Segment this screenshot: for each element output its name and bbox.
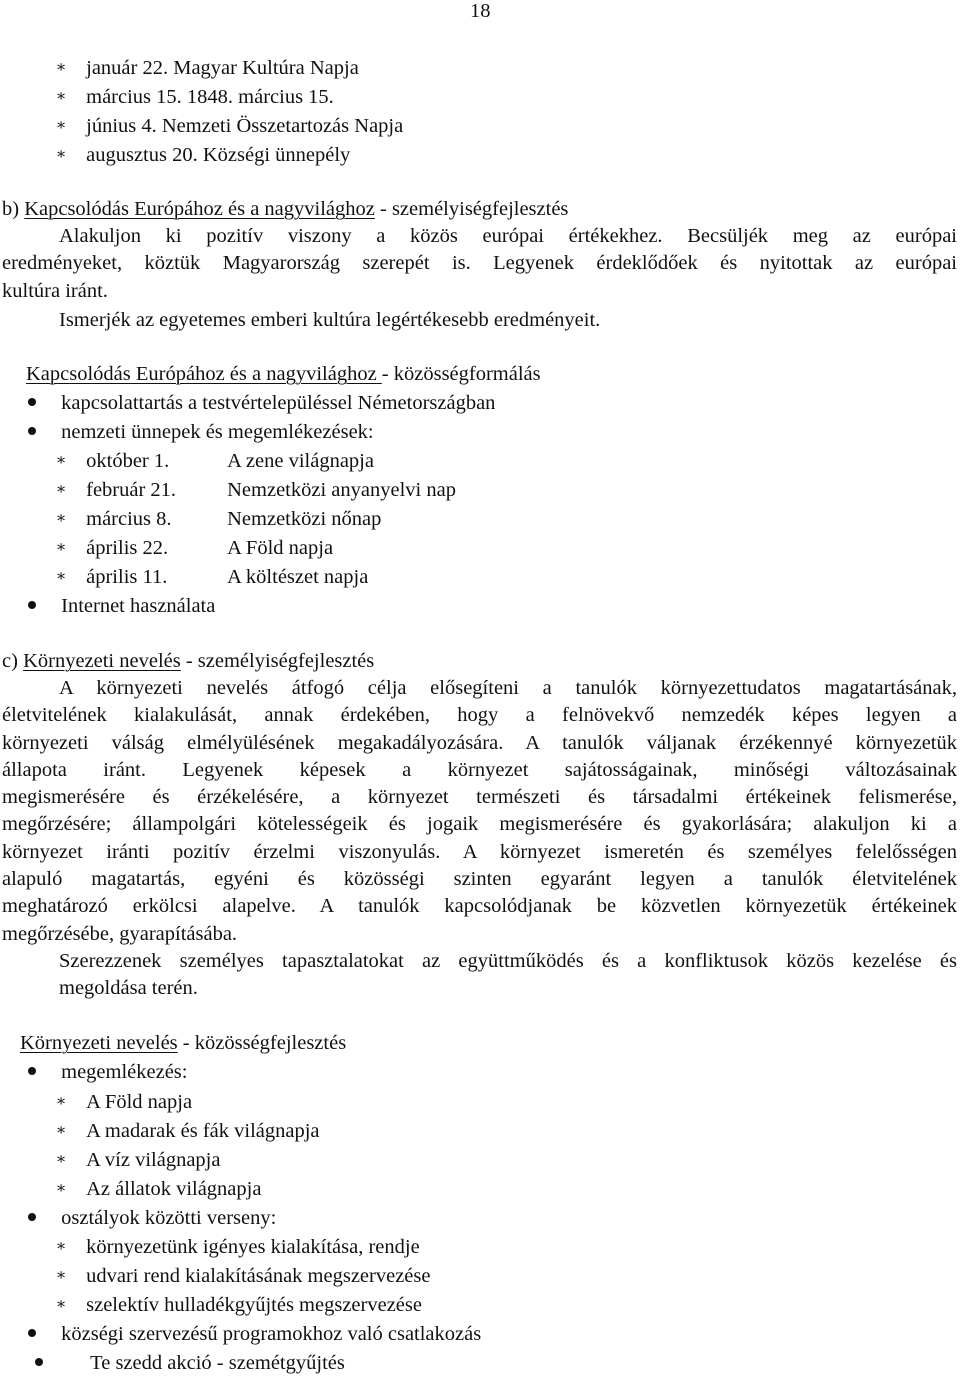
commemoration-item: ∗ A víz világnapja [55, 1149, 221, 1171]
asterisk-icon: ∗ [55, 510, 67, 527]
bullet-icon [28, 427, 36, 435]
page-number: 18 [470, 0, 491, 22]
asterisk-icon: ∗ [55, 481, 67, 498]
asterisk-icon: ∗ [55, 1093, 67, 1110]
commemoration-item: ∗ Az állatok világnapja [55, 1178, 262, 1200]
list-item: ∗ január 22. Magyar Kultúra Napja [55, 57, 359, 79]
event-item: ∗ október 1. A zene világnapja [55, 450, 374, 472]
commemoration-item: ∗ A madarak és fák világnapja [55, 1120, 320, 1142]
asterisk-icon: ∗ [55, 1267, 67, 1284]
bullet-icon [28, 1329, 36, 1337]
event-item: ∗ április 11. A költészet napja [55, 566, 369, 588]
asterisk-icon: ∗ [55, 1296, 67, 1313]
asterisk-icon: ∗ [55, 1238, 67, 1255]
list-item: osztályok közötti verseny: [28, 1205, 276, 1231]
section-b-link: Kapcsolódás Európához és a nagyvilághoz [24, 198, 375, 220]
section-c2-link: Környezeti nevelés [20, 1032, 178, 1054]
commemoration-item: ∗ A Föld napja [55, 1091, 193, 1113]
asterisk-icon: ∗ [55, 568, 67, 585]
list-item: kapcsolattartás a testvértelepüléssel Németországban [28, 390, 495, 416]
asterisk-icon: ∗ [55, 1180, 67, 1197]
competition-item: ∗ szelektív hulladékgyűjtés megszervezése [55, 1294, 422, 1316]
list-item: ∗ március 15. 1848. március 15. [55, 86, 334, 108]
section-c-link: Környezeti nevelés [23, 650, 181, 672]
list-item: Te szedd akció - szemétgyűjtés [35, 1350, 345, 1376]
section-b2-heading: Kapcsolódás Európához és a nagyvilághoz - közösségformálás [26, 363, 541, 385]
asterisk-icon: ∗ [55, 59, 67, 76]
list-item: községi szervezésű programokhoz való csatlakozás [28, 1321, 481, 1347]
competition-item: ∗ udvari rend kialakításának megszervezése [55, 1265, 431, 1287]
list-item: ∗ augusztus 20. Községi ünnepély [55, 144, 351, 166]
event-item: ∗ április 22. A Föld napja [55, 537, 334, 559]
bullet-icon [28, 601, 36, 609]
asterisk-icon: ∗ [55, 539, 67, 556]
section-c-paragraph-2: Szerezzenek személyes tapasztalatokat az együttműködés és a konfliktusok közös kezelése és megoldása terén. [59, 950, 957, 1000]
asterisk-icon: ∗ [55, 1151, 67, 1168]
section-c-heading: c) Környezeti nevelés - személyiségfejlesztés [2, 650, 375, 672]
section-c2-heading: Környezeti nevelés - közösségfejlesztés [20, 1032, 347, 1054]
list-item: Internet használata [28, 593, 215, 619]
asterisk-icon: ∗ [55, 452, 67, 469]
section-b-paragraph: Alakuljon ki pozitív viszony a közös európai értékekhez. Becsüljék meg az európai eredményeket, köztük Magyarország szerepét is. Legyenek érdeklődőek és nyitottak az európai kultúra iránt. [2, 225, 957, 302]
bullet-icon [28, 398, 36, 406]
event-item: ∗ február 21. Nemzetközi anyanyelvi nap [55, 479, 456, 501]
section-b-paragraph-2: Ismerjék az egyetemes emberi kultúra legértékesebb eredményeit. [59, 309, 601, 331]
asterisk-icon: ∗ [55, 117, 67, 134]
bullet-icon [28, 1067, 36, 1075]
asterisk-icon: ∗ [55, 146, 67, 163]
bullet-icon [35, 1358, 43, 1366]
list-item: megemlékezés: [28, 1059, 187, 1085]
section-b-heading: b) Kapcsolódás Európához és a nagyvilághoz - személyiségfejlesztés [2, 198, 569, 220]
section-b2-link: Kapcsolódás Európához és a nagyvilághoz [26, 363, 382, 385]
section-c-paragraph: A környezeti nevelés átfogó célja elősegíteni a tanulók környezettudatos magatartásának, életvitelének kialakulását, annak érdekében, hogy a felnövekvő nemzedék képes legyen a környezeti válság elmélyülésének megakadályozására. A tanulók váljanak érzékennyé környezetük állapota iránt. Legyenek képesek a környezet sajátosságainak, minőségi változásainak megismerésére és érzékelésére, a környezet természeti és társadalmi értékeinek felismerése, megőrzésére; állampolgári kötelességeik és jogaik megismerésére és gyakorlására; alakuljon ki a környezet iránti pozitív érzelmi viszonyulás. A környezet ismeretén és személyes felelősségen alapuló magatartás, egyéni és közösségi szinten egyaránt legyen a tanulók életvitelének meghatározó erkölcsi alapelve. A tanulók kapcsolódjanak be közvetlen környezetük értékeinek megőrzésébe, gyarapításába. [2, 677, 957, 945]
list-item: nemzeti ünnepek és megemlékezések: [28, 419, 374, 445]
list-item: ∗ június 4. Nemzeti Összetartozás Napja [55, 115, 404, 137]
bullet-icon [28, 1213, 36, 1221]
event-item: ∗ március 8. Nemzetközi nőnap [55, 508, 382, 530]
competition-item: ∗ környezetünk igényes kialakítása, rendje [55, 1236, 420, 1258]
asterisk-icon: ∗ [55, 88, 67, 105]
asterisk-icon: ∗ [55, 1122, 67, 1139]
